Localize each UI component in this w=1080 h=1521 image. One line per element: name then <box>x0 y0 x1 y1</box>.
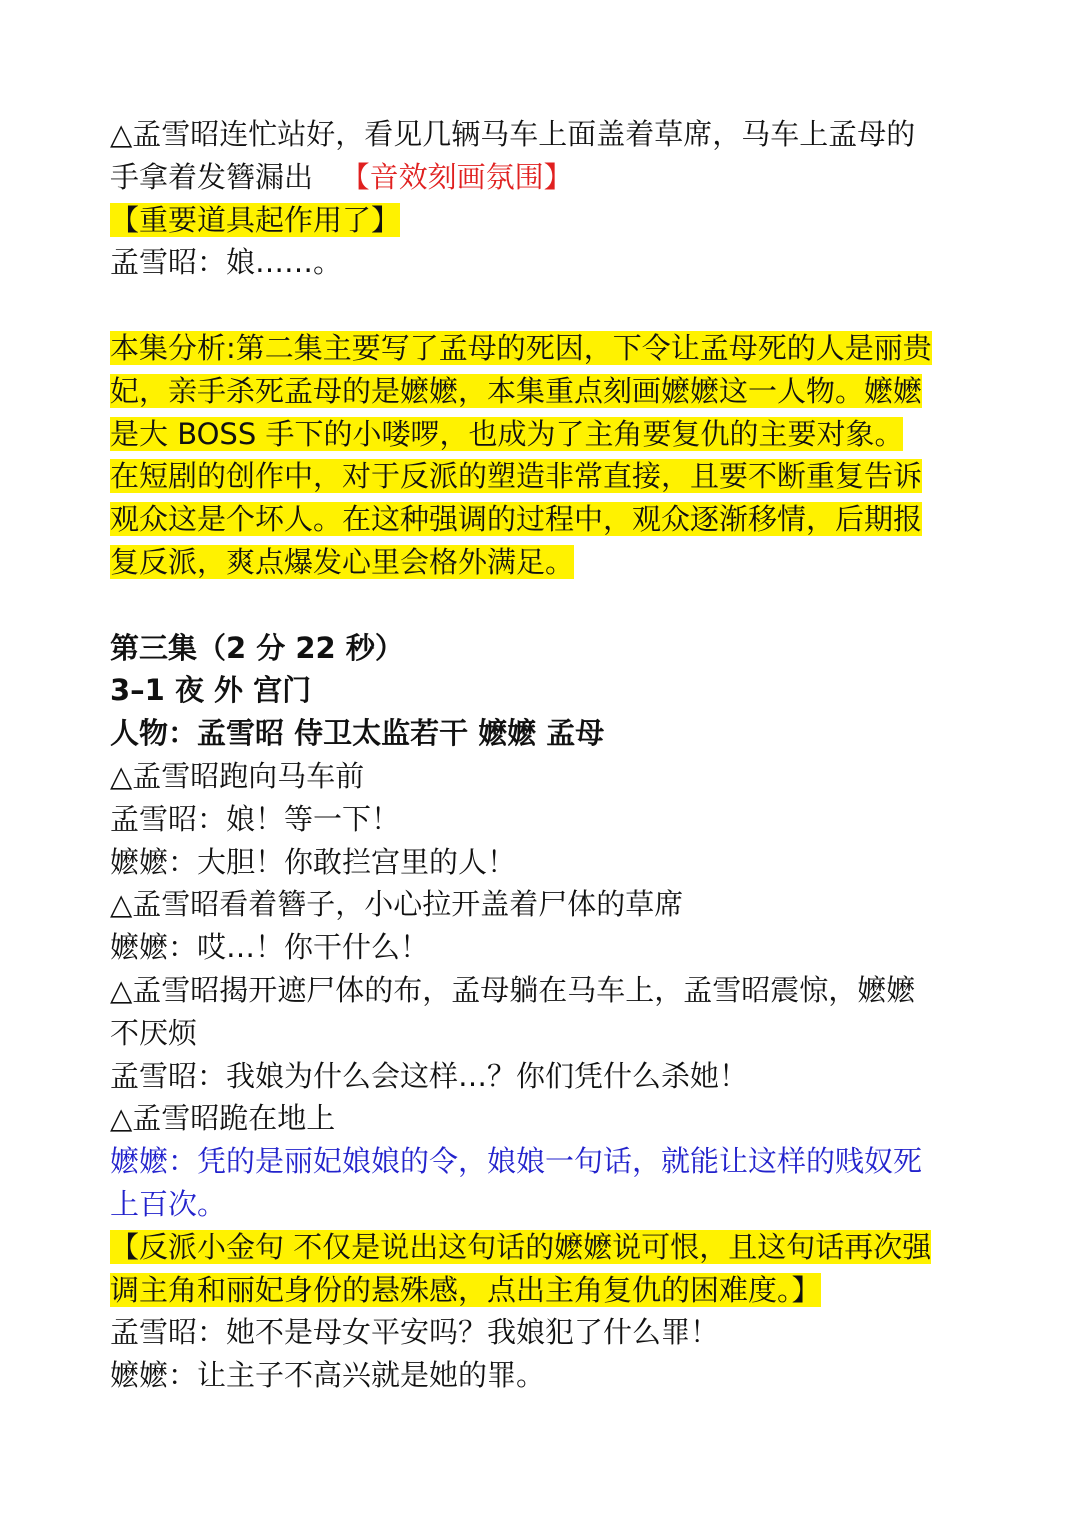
script-line: 嬷嬷：让主子不高兴就是她的罪。 <box>110 1358 546 1393</box>
script-page <box>110 113 980 1397</box>
stage-direction: △孟雪昭连忙站好，看见几辆马车上面盖着草席，马车上孟母的 <box>110 117 916 151</box>
stage-direction-cont <box>110 156 980 199</box>
script-line: 孟雪昭：她不是母女平安吗？我娘犯了什么罪！ <box>110 1315 720 1350</box>
villain-dialogue-cont: 上百次。 <box>110 1186 227 1221</box>
sound-effect-note: 【音效刻画氛围】 <box>340 159 573 194</box>
villain-dialogue: 嬷嬷：凭的是丽妃娘娘的令，娘娘一句话，就能让这样的贱奴死 <box>110 1144 923 1179</box>
scene-heading: 3–1 夜 外 宫门 <box>110 673 312 708</box>
script-line: △孟雪昭跑向马车前 <box>110 758 365 793</box>
dialogue-line: 孟雪昭：娘……。 <box>110 245 343 280</box>
script-line: △孟雪昭跪在地上 <box>110 1101 336 1136</box>
script-line: 不厌烦 <box>110 1015 198 1050</box>
villain-note-cont: 调主角和丽妃身份的悬殊感，点出主角复仇的困难度。】 <box>110 1272 821 1307</box>
analysis-line: 本集分析:第二集主要写了孟母的死因，下令让孟母死的人是丽贵 <box>110 330 932 365</box>
character-list: 人物：孟雪昭 侍卫太监若干 嬷嬷 孟母 <box>110 716 605 751</box>
episode-analysis <box>110 327 980 584</box>
analysis-line: 复反派，爽点爆发心里会格外满足。 <box>110 544 575 579</box>
script-block-b <box>110 1311 980 1397</box>
analysis-line: 妃，亲手杀死孟母的是嬷嬷，本集重点刻画嬷嬷这一人物。嬷嬷 <box>110 373 923 408</box>
script-line: 嬷嬷：哎…！你干什么！ <box>110 930 430 965</box>
villain-note: 【反派小金句 不仅是说出这句话的嬷嬷说可恨，且这句话再次强 <box>110 1229 932 1264</box>
analysis-line: 在短剧的创作中，对于反派的塑造非常直接，且要不断重复告诉 <box>110 459 923 494</box>
script-line: △孟雪昭揭开遮尸体的布，孟母躺在马车上，孟雪昭震惊，嬷嬷 <box>110 972 916 1007</box>
episode-title: 第三集（2 分 22 秒） <box>110 630 404 665</box>
script-line: △孟雪昭看着簪子，小心拉开盖着尸体的草席 <box>110 887 684 922</box>
analysis-line: 观众这是个坏人。在这种强调的过程中，观众逐渐移情，后期报 <box>110 502 923 537</box>
script-line: 孟雪昭：我娘为什么会这样…？你们凭什么杀她！ <box>110 1058 749 1093</box>
script-block-a <box>110 755 980 1140</box>
script-line: 嬷嬷：大胆！你敢拦宫里的人！ <box>110 844 517 879</box>
analysis-line: 是大 BOSS 手下的小喽啰，也成为了主角要复仇的主要对象。 <box>110 416 904 451</box>
prop-note: 【重要道具起作用了】 <box>110 202 401 237</box>
stage-direction-text: 手拿着发簪漏出 <box>110 159 314 194</box>
script-line: 孟雪昭：娘！等一下！ <box>110 801 401 836</box>
